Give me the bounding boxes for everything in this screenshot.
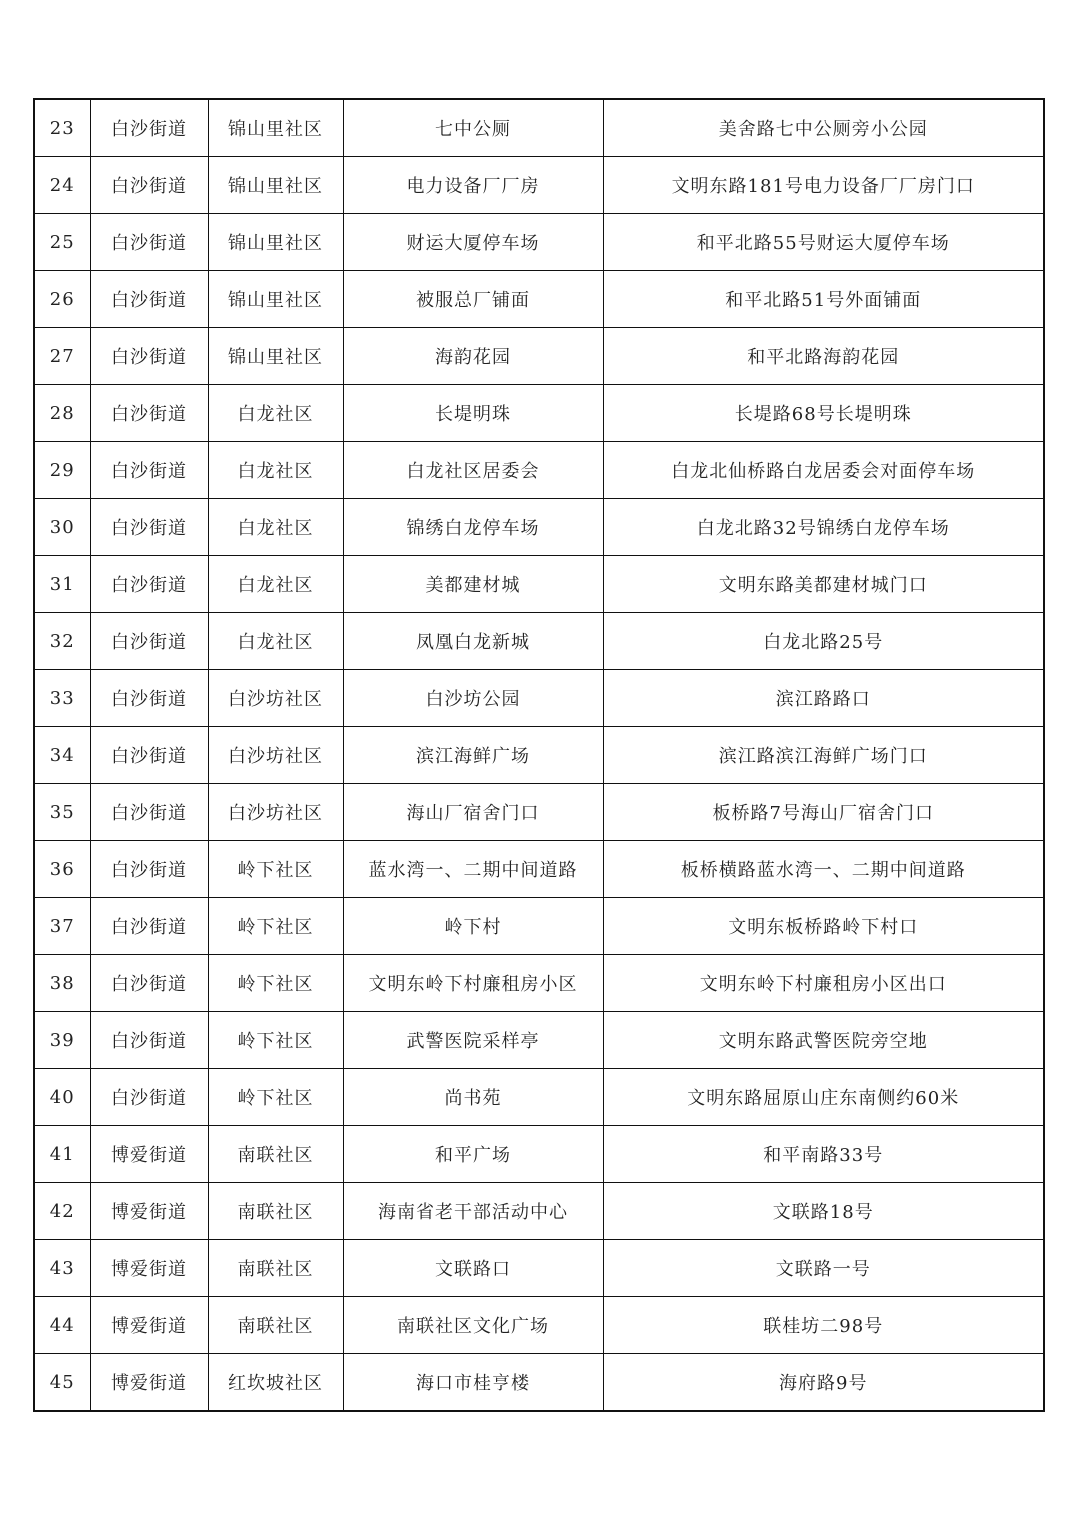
community-cell: 锦山里社区 [208,328,343,385]
table-row [34,99,1044,157]
street-cell: 博爱街道 [90,1354,208,1412]
sampling-site-cell: 财运大厦停车场 [343,214,603,271]
street-cell: 白沙街道 [90,157,208,214]
community-cell: 岭下社区 [208,898,343,955]
street-cell: 博爱街道 [90,1240,208,1297]
street-cell: 白沙街道 [90,784,208,841]
sampling-site-cell: 蓝水湾一、二期中间道路 [343,841,603,898]
address-cell: 和平南路33号 [603,1126,1044,1183]
street-cell: 白沙街道 [90,613,208,670]
street-cell: 白沙街道 [90,214,208,271]
address-cell: 滨江路路口 [603,670,1044,727]
address-cell: 文联路一号 [603,1240,1044,1297]
address-cell: 联桂坊二98号 [603,1297,1044,1354]
sampling-site-cell: 美都建材城 [343,556,603,613]
community-cell: 锦山里社区 [208,157,343,214]
sampling-site-cell: 海口市桂亨楼 [343,1354,603,1412]
community-cell: 白龙社区 [208,556,343,613]
row-number-cell: 39 [34,1012,90,1069]
row-number-cell: 27 [34,328,90,385]
street-cell: 白沙街道 [90,1069,208,1126]
table-row [34,955,1044,1012]
community-cell: 岭下社区 [208,1012,343,1069]
street-cell: 博爱街道 [90,1297,208,1354]
community-cell: 白龙社区 [208,442,343,499]
row-number-cell: 31 [34,556,90,613]
table-row [34,328,1044,385]
table-row [34,157,1044,214]
table-row [34,499,1044,556]
address-cell: 滨江路滨江海鲜广场门口 [603,727,1044,784]
address-cell: 白龙北仙桥路白龙居委会对面停车场 [603,442,1044,499]
street-cell: 白沙街道 [90,556,208,613]
address-cell: 文联路18号 [603,1183,1044,1240]
community-cell: 白龙社区 [208,499,343,556]
street-cell: 白沙街道 [90,385,208,442]
address-cell: 白龙北路25号 [603,613,1044,670]
row-number-cell: 38 [34,955,90,1012]
sampling-site-cell: 海山厂宿舍门口 [343,784,603,841]
table-row [34,613,1044,670]
row-number-cell: 37 [34,898,90,955]
street-cell: 白沙街道 [90,727,208,784]
sampling-site-cell: 岭下村 [343,898,603,955]
sampling-site-cell: 锦绣白龙停车场 [343,499,603,556]
sampling-site-cell: 文联路口 [343,1240,603,1297]
row-number-cell: 44 [34,1297,90,1354]
street-cell: 博爱街道 [90,1126,208,1183]
row-number-cell: 25 [34,214,90,271]
row-number-cell: 29 [34,442,90,499]
street-cell: 博爱街道 [90,1183,208,1240]
community-cell: 白沙坊社区 [208,784,343,841]
street-cell: 白沙街道 [90,955,208,1012]
sampling-site-cell: 南联社区文化广场 [343,1297,603,1354]
sampling-site-cell: 海韵花园 [343,328,603,385]
table-row [34,442,1044,499]
address-cell: 和平北路51号外面铺面 [603,271,1044,328]
community-cell: 白沙坊社区 [208,727,343,784]
sampling-site-cell: 长堤明珠 [343,385,603,442]
table-row [34,841,1044,898]
community-cell: 南联社区 [208,1126,343,1183]
table-row [34,1069,1044,1126]
sampling-site-cell: 滨江海鲜广场 [343,727,603,784]
table-row [34,1126,1044,1183]
community-cell: 锦山里社区 [208,214,343,271]
row-number-cell: 43 [34,1240,90,1297]
row-number-cell: 36 [34,841,90,898]
table-row [34,385,1044,442]
row-number-cell: 32 [34,613,90,670]
address-cell: 文明东岭下村廉租房小区出口 [603,955,1044,1012]
address-cell: 白龙北路32号锦绣白龙停车场 [603,499,1044,556]
row-number-cell: 45 [34,1354,90,1412]
street-cell: 白沙街道 [90,670,208,727]
community-cell: 白沙坊社区 [208,670,343,727]
community-cell: 白龙社区 [208,613,343,670]
row-number-cell: 23 [34,99,90,157]
table-row [34,898,1044,955]
row-number-cell: 24 [34,157,90,214]
street-cell: 白沙街道 [90,271,208,328]
address-cell: 和平北路55号财运大厦停车场 [603,214,1044,271]
street-cell: 白沙街道 [90,99,208,157]
street-cell: 白沙街道 [90,442,208,499]
community-cell: 南联社区 [208,1183,343,1240]
address-cell: 文明东路屈原山庄东南侧约60米 [603,1069,1044,1126]
community-cell: 岭下社区 [208,955,343,1012]
street-cell: 白沙街道 [90,898,208,955]
address-cell: 海府路9号 [603,1354,1044,1412]
community-cell: 南联社区 [208,1297,343,1354]
community-cell: 岭下社区 [208,1069,343,1126]
table-row [34,1354,1044,1412]
row-number-cell: 41 [34,1126,90,1183]
sampling-site-cell: 海南省老干部活动中心 [343,1183,603,1240]
address-cell: 文明东路武警医院旁空地 [603,1012,1044,1069]
table-row [34,784,1044,841]
table-row [34,1183,1044,1240]
sampling-site-cell: 七中公厕 [343,99,603,157]
address-cell: 文明东路美都建材城门口 [603,556,1044,613]
table-row [34,1297,1044,1354]
row-number-cell: 35 [34,784,90,841]
table-row [34,1240,1044,1297]
row-number-cell: 33 [34,670,90,727]
sampling-site-cell: 尚书苑 [343,1069,603,1126]
sampling-site-cell: 文明东岭下村廉租房小区 [343,955,603,1012]
address-cell: 文明东路181号电力设备厂厂房门口 [603,157,1044,214]
address-cell: 美舍路七中公厕旁小公园 [603,99,1044,157]
sampling-site-cell: 白沙坊公园 [343,670,603,727]
street-cell: 白沙街道 [90,841,208,898]
street-cell: 白沙街道 [90,328,208,385]
address-cell: 板桥路7号海山厂宿舍门口 [603,784,1044,841]
table-body [34,99,1044,1411]
row-number-cell: 28 [34,385,90,442]
sampling-site-cell: 白龙社区居委会 [343,442,603,499]
address-cell: 板桥横路蓝水湾一、二期中间道路 [603,841,1044,898]
sampling-site-cell: 武警医院采样亭 [343,1012,603,1069]
table-row [34,214,1044,271]
table-row [34,727,1044,784]
row-number-cell: 40 [34,1069,90,1126]
row-number-cell: 42 [34,1183,90,1240]
row-number-cell: 34 [34,727,90,784]
community-cell: 白龙社区 [208,385,343,442]
community-cell: 锦山里社区 [208,271,343,328]
community-cell: 岭下社区 [208,841,343,898]
row-number-cell: 26 [34,271,90,328]
table-row [34,271,1044,328]
row-number-cell: 30 [34,499,90,556]
table-row [34,670,1044,727]
address-cell: 文明东板桥路岭下村口 [603,898,1044,955]
sampling-site-cell: 凤凰白龙新城 [343,613,603,670]
address-cell: 和平北路海韵花园 [603,328,1044,385]
street-cell: 白沙街道 [90,499,208,556]
address-cell: 长堤路68号长堤明珠 [603,385,1044,442]
street-cell: 白沙街道 [90,1012,208,1069]
sampling-site-cell: 被服总厂铺面 [343,271,603,328]
table-row [34,1012,1044,1069]
sampling-site-cell: 和平广场 [343,1126,603,1183]
sampling-sites-table-page [33,98,1043,1412]
community-cell: 红坎坡社区 [208,1354,343,1412]
community-cell: 锦山里社区 [208,99,343,157]
sampling-sites-table [33,98,1045,1412]
sampling-site-cell: 电力设备厂厂房 [343,157,603,214]
community-cell: 南联社区 [208,1240,343,1297]
table-row [34,556,1044,613]
